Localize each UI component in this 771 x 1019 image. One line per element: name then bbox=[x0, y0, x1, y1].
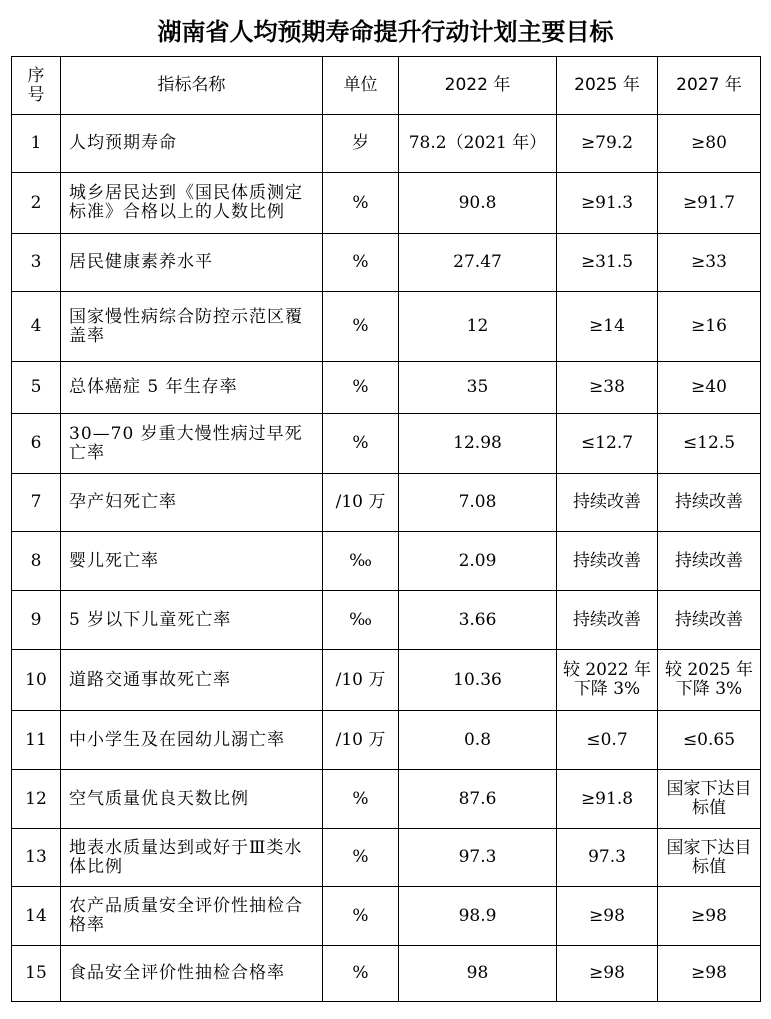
cell-serial-number: 15 bbox=[12, 946, 61, 1002]
cell-indicator-name: 城乡居民达到《国民体质测定标准》合格以上的人数比例 bbox=[61, 173, 323, 234]
cell-target-2027: ≥91.7 bbox=[658, 173, 761, 234]
cell-indicator-name: 国家慢性病综合防控示范区覆盖率 bbox=[61, 292, 323, 362]
cell-serial-number: 14 bbox=[12, 887, 61, 946]
cell-serial-number: 12 bbox=[12, 770, 61, 829]
cell-value-2022: 2.09 bbox=[399, 532, 557, 591]
cell-target-2027: 持续改善 bbox=[658, 532, 761, 591]
cell-unit: % bbox=[323, 362, 399, 414]
cell-value-2022: 78.2（2021 年） bbox=[399, 115, 557, 173]
cell-target-2025: ≥98 bbox=[557, 887, 658, 946]
header-year-2025: 2025 年 bbox=[557, 57, 658, 115]
cell-target-2025: ≥14 bbox=[557, 292, 658, 362]
cell-target-2027: ≥16 bbox=[658, 292, 761, 362]
cell-indicator-name: 中小学生及在园幼儿溺亡率 bbox=[61, 711, 323, 770]
cell-value-2022: 35 bbox=[399, 362, 557, 414]
cell-indicator-name: 30—70 岁重大慢性病过早死亡率 bbox=[61, 414, 323, 474]
cell-target-2025: ≥79.2 bbox=[557, 115, 658, 173]
cell-unit: % bbox=[323, 414, 399, 474]
cell-value-2022: 27.47 bbox=[399, 234, 557, 292]
cell-indicator-name: 人均预期寿命 bbox=[61, 115, 323, 173]
cell-serial-number: 7 bbox=[12, 474, 61, 532]
cell-target-2027: ≥80 bbox=[658, 115, 761, 173]
table-row bbox=[12, 234, 761, 292]
cell-indicator-name: 地表水质量达到或好于Ⅲ类水体比例 bbox=[61, 829, 323, 887]
cell-target-2027: ≥33 bbox=[658, 234, 761, 292]
header-serial-line1: 序 bbox=[27, 65, 45, 86]
cell-target-2025: ≥98 bbox=[557, 946, 658, 1002]
cell-unit: 岁 bbox=[323, 115, 399, 173]
cell-target-2025: 97.3 bbox=[557, 829, 658, 887]
cell-serial-number: 13 bbox=[12, 829, 61, 887]
cell-value-2022: 98.9 bbox=[399, 887, 557, 946]
header-serial-line2: 号 bbox=[27, 84, 45, 105]
cell-target-2027: ≥98 bbox=[658, 946, 761, 1002]
cell-indicator-name: 孕产妇死亡率 bbox=[61, 474, 323, 532]
table-row bbox=[12, 532, 761, 591]
cell-target-2027: ≤0.65 bbox=[658, 711, 761, 770]
cell-unit: % bbox=[323, 173, 399, 234]
cell-value-2022: 3.66 bbox=[399, 591, 557, 650]
table-row bbox=[12, 711, 761, 770]
cell-target-2025: 较 2022 年下降 3% bbox=[557, 650, 658, 711]
cell-unit: % bbox=[323, 887, 399, 946]
cell-serial-number: 5 bbox=[12, 362, 61, 414]
cell-target-2027: ≥40 bbox=[658, 362, 761, 414]
cell-indicator-name: 道路交通事故死亡率 bbox=[61, 650, 323, 711]
table-header-row bbox=[12, 57, 761, 115]
cell-serial-number: 9 bbox=[12, 591, 61, 650]
cell-serial-number: 6 bbox=[12, 414, 61, 474]
cell-target-2025: 持续改善 bbox=[557, 474, 658, 532]
cell-indicator-name: 5 岁以下儿童死亡率 bbox=[61, 591, 323, 650]
cell-target-2025: ≥91.8 bbox=[557, 770, 658, 829]
cell-target-2027: 国家下达目标值 bbox=[658, 829, 761, 887]
cell-indicator-name: 农产品质量安全评价性抽检合格率 bbox=[61, 887, 323, 946]
cell-target-2025: ≤12.7 bbox=[557, 414, 658, 474]
cell-target-2027: 持续改善 bbox=[658, 474, 761, 532]
cell-serial-number: 2 bbox=[12, 173, 61, 234]
cell-indicator-name: 总体癌症 5 年生存率 bbox=[61, 362, 323, 414]
cell-target-2025: ≥91.3 bbox=[557, 173, 658, 234]
cell-indicator-name: 食品安全评价性抽检合格率 bbox=[61, 946, 323, 1002]
cell-target-2027: 国家下达目标值 bbox=[658, 770, 761, 829]
cell-unit: % bbox=[323, 946, 399, 1002]
cell-value-2022: 98 bbox=[399, 946, 557, 1002]
cell-target-2027: ≤12.5 bbox=[658, 414, 761, 474]
table-row bbox=[12, 362, 761, 414]
cell-serial-number: 4 bbox=[12, 292, 61, 362]
cell-target-2027: ≥98 bbox=[658, 887, 761, 946]
table-row bbox=[12, 946, 761, 1002]
page-title: 湖南省人均预期寿命提升行动计划主要目标 bbox=[157, 18, 614, 46]
cell-value-2022: 12 bbox=[399, 292, 557, 362]
cell-unit: /10 万 bbox=[323, 650, 399, 711]
table-row bbox=[12, 173, 761, 234]
cell-target-2025: 持续改善 bbox=[557, 591, 658, 650]
cell-target-2025: 持续改善 bbox=[557, 532, 658, 591]
table-row bbox=[12, 829, 761, 887]
cell-unit: % bbox=[323, 292, 399, 362]
cell-unit: ‰ bbox=[323, 591, 399, 650]
cell-indicator-name: 空气质量优良天数比例 bbox=[61, 770, 323, 829]
cell-unit: ‰ bbox=[323, 532, 399, 591]
cell-target-2025: ≥38 bbox=[557, 362, 658, 414]
header-year-2022: 2022 年 bbox=[399, 57, 557, 115]
table-row bbox=[12, 474, 761, 532]
cell-target-2027: 较 2025 年下降 3% bbox=[658, 650, 761, 711]
cell-unit: /10 万 bbox=[323, 474, 399, 532]
header-serial-number bbox=[12, 57, 61, 115]
table-row bbox=[12, 115, 761, 173]
header-unit: 单位 bbox=[323, 57, 399, 115]
cell-value-2022: 7.08 bbox=[399, 474, 557, 532]
cell-target-2025: ≤0.7 bbox=[557, 711, 658, 770]
targets-table bbox=[11, 56, 761, 1002]
cell-indicator-name: 婴儿死亡率 bbox=[61, 532, 323, 591]
table-row bbox=[12, 887, 761, 946]
table-row bbox=[12, 414, 761, 474]
cell-value-2022: 10.36 bbox=[399, 650, 557, 711]
cell-unit: % bbox=[323, 829, 399, 887]
cell-target-2025: ≥31.5 bbox=[557, 234, 658, 292]
header-indicator-name: 指标名称 bbox=[61, 57, 323, 115]
cell-serial-number: 1 bbox=[12, 115, 61, 173]
cell-target-2027: 持续改善 bbox=[658, 591, 761, 650]
cell-value-2022: 12.98 bbox=[399, 414, 557, 474]
cell-indicator-name: 居民健康素养水平 bbox=[61, 234, 323, 292]
cell-unit: % bbox=[323, 234, 399, 292]
table-row bbox=[12, 770, 761, 829]
cell-value-2022: 90.8 bbox=[399, 173, 557, 234]
cell-value-2022: 0.8 bbox=[399, 711, 557, 770]
cell-unit: % bbox=[323, 770, 399, 829]
cell-unit: /10 万 bbox=[323, 711, 399, 770]
table-row bbox=[12, 650, 761, 711]
cell-serial-number: 11 bbox=[12, 711, 61, 770]
table-row bbox=[12, 292, 761, 362]
cell-value-2022: 97.3 bbox=[399, 829, 557, 887]
header-year-2027: 2027 年 bbox=[658, 57, 761, 115]
cell-serial-number: 3 bbox=[12, 234, 61, 292]
table-row bbox=[12, 591, 761, 650]
cell-value-2022: 87.6 bbox=[399, 770, 557, 829]
cell-serial-number: 10 bbox=[12, 650, 61, 711]
cell-serial-number: 8 bbox=[12, 532, 61, 591]
